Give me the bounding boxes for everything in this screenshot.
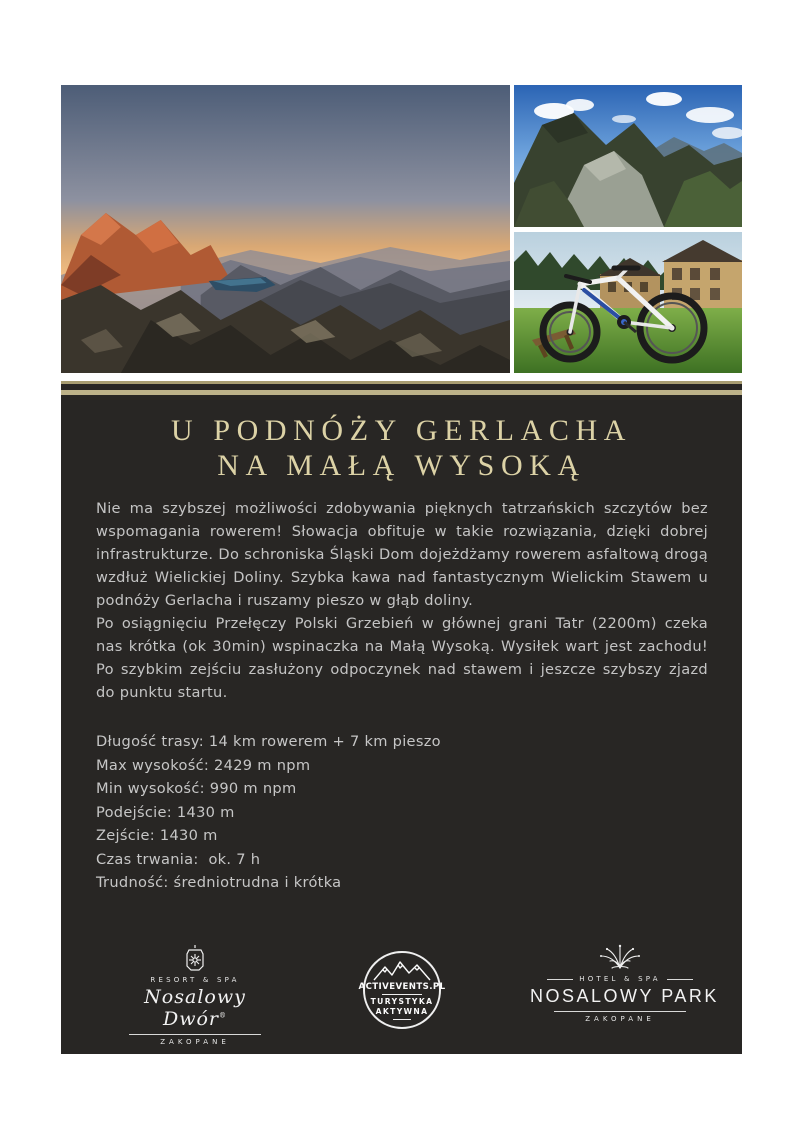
activeevents-logo xyxy=(358,951,446,1029)
detail-duration: Czas trwania: ok. 7 h xyxy=(96,850,261,868)
park-tagline-row xyxy=(530,975,710,983)
park-tagline: HOTEL & SPA xyxy=(579,975,661,983)
dwor-tagline: RESORT & SPA xyxy=(150,976,240,984)
page-title-line1: U PODNÓŻY GERLACHA xyxy=(170,414,633,447)
detail-max-altitude: Max wysokość: 2429 m npm xyxy=(96,756,311,774)
park-name: NOSALOWY PARK xyxy=(530,986,719,1006)
mountains-icon xyxy=(373,959,431,981)
park-divider-line xyxy=(554,1011,686,1012)
registered-mark: ® xyxy=(219,1011,228,1020)
park-city: ZAKOPANE xyxy=(585,1015,655,1023)
detail-difficulty: Trudność: średniotrudna i krótka xyxy=(96,874,342,891)
detail-min-altitude: Min wysokość: 990 m npm xyxy=(96,780,297,797)
badge-divider-line xyxy=(382,994,422,995)
detail-descent: Zejście: 1430 m xyxy=(96,827,218,844)
crown-fan-icon xyxy=(599,944,641,970)
detail-route-length: Długość trasy: 14 km rowerem + 7 km pieszo xyxy=(96,733,441,750)
gold-divider-thick xyxy=(61,390,742,395)
nosalowy-park-logo xyxy=(530,944,719,1023)
description-paragraph-1: Nie ma szybszej możliwości zdobywania pięknych tatrzańskich szczytów bez wspomagania rowerem! Słowacja obfituje w takie rozwiązania, dzięki dobrej infrastrukturze. Do schroniska Śląski Dom dojeżdżamy rowerem asfaltową drogą wzdłuż Wielickiej Doliny. Szybka kawa nad fantastycznym Wielickim Stawem u podnóży Gerlacha i ruszamy pieszo w głąb doliny. xyxy=(96,500,708,609)
description-paragraph-2: Po osiągnięciu Przełęczy Polski Grzebień w głównej grani Tatr (2200m) czeka nas krótka (ok 30min) wspinaczka na Małą Wysoką. Wysiłek wart jest zachodu! Po szybkim zejściu zasłużony odpoczynek nad stawem i jeszcze szybszy zjazd do punktu startu. xyxy=(96,615,708,701)
dwor-city: ZAKOPANE xyxy=(160,1038,230,1046)
route-details xyxy=(96,730,708,895)
badge-underline xyxy=(393,1019,411,1020)
park-tagline-line-left xyxy=(547,979,573,980)
sponsor-logos xyxy=(61,939,742,1049)
poster-panel xyxy=(61,381,742,1054)
dwor-name xyxy=(110,986,280,1030)
photo-side-column xyxy=(514,85,742,373)
detail-ascent: Podejście: 1430 m xyxy=(96,803,235,821)
activeevents-name: ACTIVEVENTS.PL xyxy=(358,982,446,992)
tatra-sunset-panorama-photo xyxy=(61,85,510,373)
park-tagline-line-right xyxy=(667,979,693,980)
page-title-line2: NA MAŁĄ WYSOKĄ xyxy=(217,449,586,482)
page-title xyxy=(81,413,722,483)
tatra-ridge-daylight-photo xyxy=(514,85,742,227)
poster-content xyxy=(61,85,742,1054)
activeevents-tagline-1: TURYSTYKA xyxy=(370,997,434,1006)
dwor-name-text: Nosalowy Dwór xyxy=(144,986,246,1030)
e-bike-at-resort-photo xyxy=(514,232,742,373)
nosalowy-dwor-logo xyxy=(110,944,280,1046)
description xyxy=(96,497,708,704)
activeevents-tagline-2: AKTYWNA xyxy=(375,1007,429,1016)
lantern-icon xyxy=(182,944,208,972)
dwor-divider-line xyxy=(129,1034,261,1035)
photo-collage xyxy=(61,85,742,373)
gold-divider-thin xyxy=(61,381,742,384)
